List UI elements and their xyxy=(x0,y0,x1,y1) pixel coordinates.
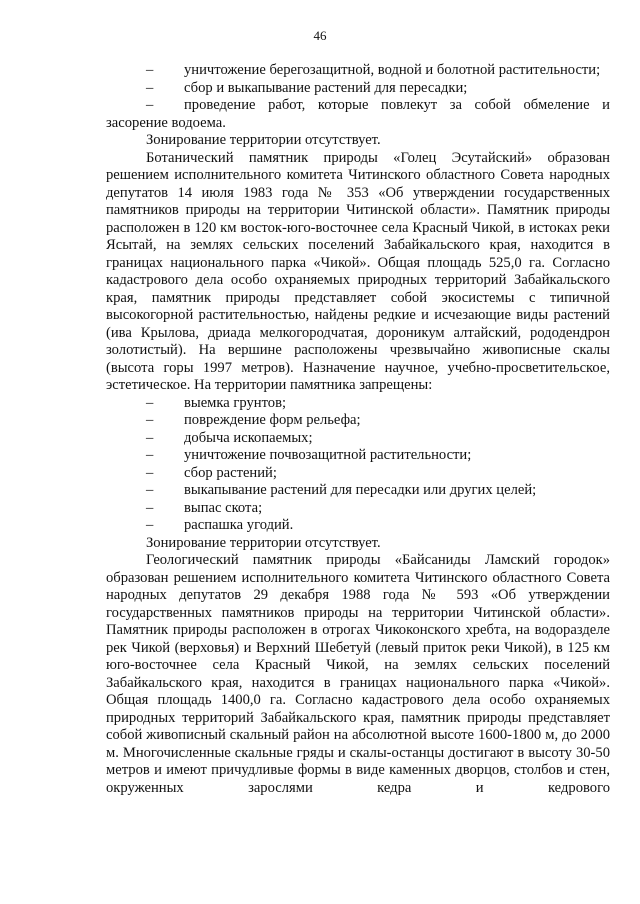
list-item-text: сбор и выкапывание растений для пересадки; xyxy=(184,79,468,96)
dash-bullet: – xyxy=(146,464,154,481)
list-item-text: сбор растений; xyxy=(184,464,277,481)
dash-bullet: – xyxy=(146,499,154,516)
dash-bullet: – xyxy=(146,447,154,463)
dash-bullet: – xyxy=(146,517,154,533)
zoning-note: Зонирование территории отсутствует. xyxy=(146,534,381,551)
list-item-text: выемка грунтов; xyxy=(184,394,287,411)
list-item-text: проведение работ, которые повлекут за собой обмеление и засорение водоема. xyxy=(106,97,610,131)
dash-bullet: – xyxy=(146,79,154,96)
list-item xyxy=(106,412,610,430)
golets-paragraph: Ботанический памятник природы «Голец Эсутайский» образован решением исполнительного комитета Читинского областного Совета народных депутатов 14 июля 1983 года № 353 «Об утверждении государственных памятников природы на территории Читинской области». Памятник природы расположен в 120 км восток-юго-восточнее села Красный Чикой, в истоках реки Ясытай, на землях сельских поселений Забайкальского края, находится в границах национального парка «Чикой». Общая площадь 525,0 га. Согласно кадастрового дела особо охраняемых природных территорий Забайкальского края, памятник природы представляет собой экосистемы с типичной высокогорной растительностью, найдены редкие и исчезающие виды растений (ива Крылова, дриада мелкогородчатая, дороникум алтайский, рододендрон золотистый). На вершине расположены чрезвычайно живописные скалы (высота горы 1997 метров). Назначение научное, учебно-просветительское, эстетическое. На территории памятника запрещены: xyxy=(106,149,610,393)
dash-bullet: – xyxy=(146,394,154,411)
list-item-text: повреждение форм рельефа; xyxy=(184,412,361,428)
dash-bullet: – xyxy=(146,62,154,78)
page-number: 46 xyxy=(313,28,327,43)
dash-bullet: – xyxy=(146,412,154,428)
list-item-text: добыча ископаемых; xyxy=(184,429,313,446)
list-item xyxy=(106,447,610,465)
list-item-text: выкапывание растений для пересадки или других целей; xyxy=(184,482,537,498)
list-item-text: уничтожение почвозащитной растительности; xyxy=(184,447,472,463)
list-item xyxy=(106,465,610,483)
dash-bullet: – xyxy=(146,482,154,498)
list-item xyxy=(106,97,610,132)
list-item xyxy=(106,482,610,500)
list-item xyxy=(106,80,610,98)
list-item xyxy=(106,517,610,535)
list-item xyxy=(106,62,610,80)
list-item-text: выпас скота; xyxy=(184,499,263,516)
list-item-text: уничтожение берегозащитной, водной и болотной растительности; xyxy=(184,62,601,78)
baisanidy-paragraph: Геологический памятник природы «Байсаниды Ламский городок» образован решением исполнительного комитета Читинского областного Совета народных депутатов 29 декабря 1988 года № 593 «Об утверждении государственных памятников природы на территории Читинской области». Памятник природы расположен в отрогах Чикоконского хребта, на водоразделе рек Чикой (верховья) и Верхний Шебетуй (левый приток реки Чикой), в 125 км юго-восточнее села Красный Чикой, на землях сельских поселений Забайкальского края, находится в границах национального парка «Чикой». Общая площадь 1400,0 га. Согласно кадастрового дела особо охраняемых природных территорий Забайкальского края, памятник природы представляет собой живописный скальный район на абсолютной высоте 1600-1800 м, до 2000 м. Многочисленные скальные гряды и скалы-останцы достигают в высоту 30-50 метров и имеют причудливые формы в виде каменных дворцов, столбов и стен, окруженных зарослями кедра и кедрового xyxy=(106,552,610,796)
list-item-text: распашка угодий. xyxy=(184,517,294,533)
dash-bullet: – xyxy=(146,97,154,113)
zoning-note: Зонирование территории отсутствует. xyxy=(146,132,381,148)
list-item xyxy=(106,430,610,448)
dash-bullet: – xyxy=(146,429,154,446)
list-item xyxy=(106,395,610,413)
document-body xyxy=(106,62,610,797)
list-item xyxy=(106,500,610,518)
